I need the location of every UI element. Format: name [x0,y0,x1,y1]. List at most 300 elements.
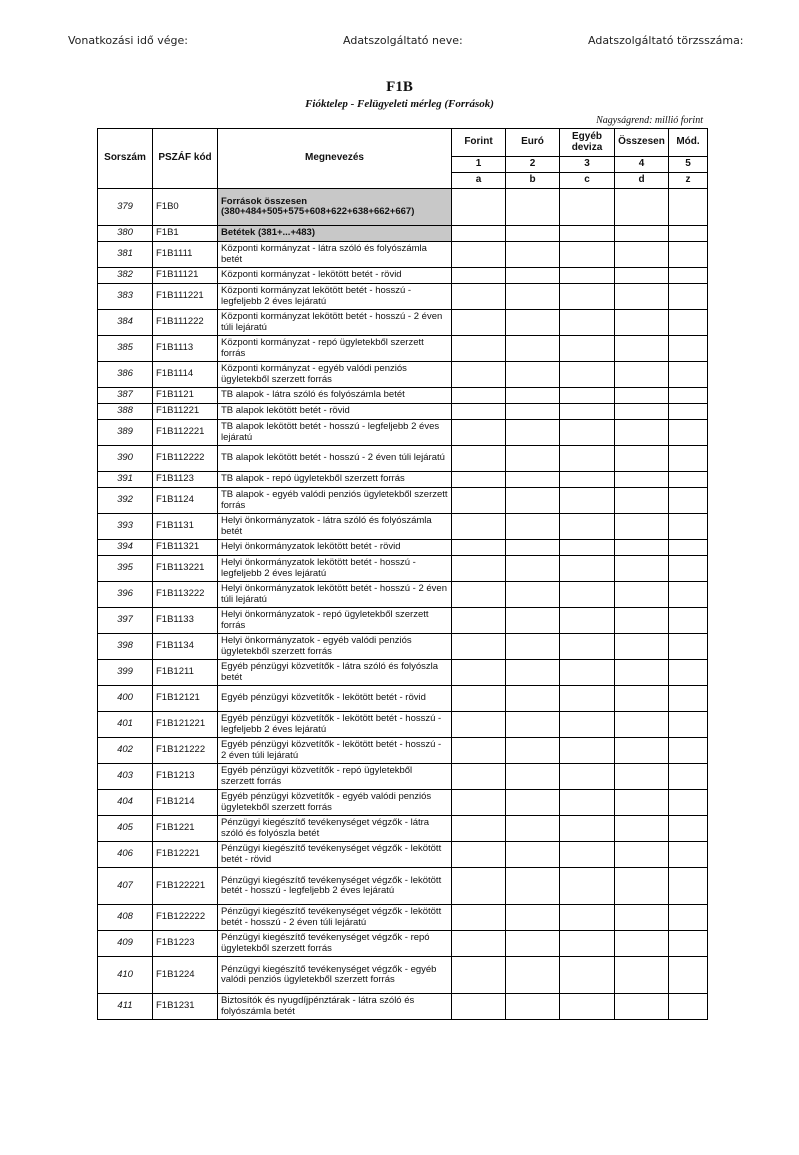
value-cell-euro[interactable] [506,420,560,446]
value-cell-mod[interactable] [669,868,708,905]
header-col-letter: a [452,173,506,189]
value-cell-osszesen[interactable] [615,957,669,994]
value-cell-forint[interactable] [452,931,506,957]
row-code: F1B113222 [153,582,218,608]
value-cell-forint[interactable] [452,738,506,764]
row-number: 382 [98,268,153,284]
value-cell-osszesen[interactable] [615,868,669,905]
value-cell-forint[interactable] [452,905,506,931]
value-cell-mod[interactable] [669,931,708,957]
value-cell-mod[interactable] [669,634,708,660]
value-cell-egyeb-deviza[interactable] [560,488,615,514]
value-cell-mod[interactable] [669,472,708,488]
row-number: 394 [98,540,153,556]
row-code: F1B121222 [153,738,218,764]
value-cell-mod[interactable] [669,556,708,582]
table-row [98,738,708,764]
value-cell-mod[interactable] [669,582,708,608]
value-cell-euro[interactable] [506,634,560,660]
value-cell-mod[interactable] [669,388,708,404]
value-cell-egyeb-deviza[interactable] [560,420,615,446]
value-cell-mod[interactable] [669,790,708,816]
value-cell-forint[interactable] [452,868,506,905]
value-cell-forint[interactable] [452,764,506,790]
value-cell-egyeb-deviza[interactable] [560,189,615,226]
value-cell-mod[interactable] [669,189,708,226]
value-cell-osszesen[interactable] [615,388,669,404]
value-cell-osszesen[interactable] [615,514,669,540]
row-code: F1B111221 [153,284,218,310]
row-code: F1B1211 [153,660,218,686]
form-title: F1B [386,79,413,95]
row-number: 385 [98,336,153,362]
row-number: 395 [98,556,153,582]
header-col-letter: b [506,173,560,189]
row-code: F1B1123 [153,472,218,488]
table-row [98,905,708,931]
unit-note: Nagyságrend: millió forint [596,115,703,126]
row-code: F1B11221 [153,404,218,420]
value-cell-euro[interactable] [506,189,560,226]
row-description: TB alapok - látra szóló és folyószámla betét [218,388,452,404]
value-cell-euro[interactable] [506,446,560,472]
row-number: 401 [98,712,153,738]
header-pszaf-kod: PSZÁF kód [153,129,218,189]
row-code: F1B1131 [153,514,218,540]
value-cell-euro[interactable] [506,472,560,488]
row-description: Helyi önkormányzatok lekötött betét - hosszú - 2 éven túli lejáratú [218,582,452,608]
value-cell-egyeb-deviza[interactable] [560,905,615,931]
row-code: F1B1213 [153,764,218,790]
value-cell-euro[interactable] [506,931,560,957]
value-cell-mod[interactable] [669,242,708,268]
table-row [98,226,708,242]
value-cell-egyeb-deviza[interactable] [560,582,615,608]
table-row [98,994,708,1020]
value-cell-euro[interactable] [506,905,560,931]
row-code: F1B1114 [153,362,218,388]
row-number: 398 [98,634,153,660]
value-cell-euro[interactable] [506,404,560,420]
value-cell-forint[interactable] [452,310,506,336]
value-cell-egyeb-deviza[interactable] [560,268,615,284]
row-code: F1B1113 [153,336,218,362]
row-code: F1B12121 [153,686,218,712]
value-cell-forint[interactable] [452,284,506,310]
table-row [98,268,708,284]
table-row [98,582,708,608]
value-cell-osszesen[interactable] [615,634,669,660]
row-code: F1B111222 [153,310,218,336]
value-cell-osszesen[interactable] [615,686,669,712]
header-col-letter: c [560,173,615,189]
value-cell-osszesen[interactable] [615,842,669,868]
row-description: Központi kormányzat - repó ügyletekből szerzett forrás [218,336,452,362]
row-number: 384 [98,310,153,336]
header-col-letter: d [615,173,669,189]
row-description: Helyi önkormányzatok - egyéb valódi penziós ügyletekből szerzett forrás [218,634,452,660]
reference-period-label: Vonatkozási idő vége: [68,34,188,47]
value-cell-forint[interactable] [452,388,506,404]
row-number: 405 [98,816,153,842]
value-cell-mod[interactable] [669,362,708,388]
value-cell-euro[interactable] [506,608,560,634]
value-cell-mod[interactable] [669,764,708,790]
row-description: Egyéb pénzügyi közvetítők - látra szóló és folyószla betét [218,660,452,686]
value-cell-forint[interactable] [452,957,506,994]
value-cell-egyeb-deviza[interactable] [560,686,615,712]
value-cell-forint[interactable] [452,268,506,284]
row-description: Pénzügyi kiegészítő tevékenységet végzők - egyéb valódi penziós ügyletekből szerzett forrás [218,957,452,994]
value-cell-mod[interactable] [669,446,708,472]
value-cell-osszesen[interactable] [615,764,669,790]
value-cell-egyeb-deviza[interactable] [560,712,615,738]
value-cell-osszesen[interactable] [615,582,669,608]
value-cell-osszesen[interactable] [615,905,669,931]
row-description: TB alapok lekötött betét - rövid [218,404,452,420]
value-cell-euro[interactable] [506,284,560,310]
value-cell-egyeb-deviza[interactable] [560,540,615,556]
row-number: 407 [98,868,153,905]
row-number: 393 [98,514,153,540]
row-number: 400 [98,686,153,712]
value-cell-euro[interactable] [506,957,560,994]
value-cell-forint[interactable] [452,189,506,226]
table-row [98,868,708,905]
value-cell-forint[interactable] [452,582,506,608]
value-cell-forint[interactable] [452,540,506,556]
value-cell-egyeb-deviza[interactable] [560,404,615,420]
value-cell-euro[interactable] [506,388,560,404]
row-code: F1B112221 [153,420,218,446]
row-description: TB alapok lekötött betét - hosszú - 2 éven túli lejáratú [218,446,452,472]
value-cell-egyeb-deviza[interactable] [560,514,615,540]
value-cell-mod[interactable] [669,816,708,842]
value-cell-euro[interactable] [506,686,560,712]
table-row [98,764,708,790]
value-cell-forint[interactable] [452,242,506,268]
value-cell-osszesen[interactable] [615,738,669,764]
row-code: F1B1224 [153,957,218,994]
header-col-label: Forint [452,129,506,157]
row-code: F1B1121 [153,388,218,404]
value-cell-egyeb-deviza[interactable] [560,957,615,994]
value-cell-mod[interactable] [669,905,708,931]
value-cell-euro[interactable] [506,994,560,1020]
row-number: 387 [98,388,153,404]
value-cell-euro[interactable] [506,362,560,388]
header-col-num: 4 [615,157,669,173]
row-description: TB alapok - egyéb valódi penziós ügyletekből szerzett forrás [218,488,452,514]
value-cell-osszesen[interactable] [615,189,669,226]
row-description: Egyéb pénzügyi közvetítők - lekötött betét - hosszú - legfeljebb 2 éves lejáratú [218,712,452,738]
value-cell-euro[interactable] [506,816,560,842]
row-description: Pénzügyi kiegészítő tevékenységet végzők - látra szóló és folyószla betét [218,816,452,842]
value-cell-osszesen[interactable] [615,268,669,284]
value-cell-mod[interactable] [669,842,708,868]
value-cell-euro[interactable] [506,660,560,686]
table-body [98,189,708,1020]
value-cell-egyeb-deviza[interactable] [560,816,615,842]
value-cell-egyeb-deviza[interactable] [560,242,615,268]
row-number: 381 [98,242,153,268]
value-cell-forint[interactable] [452,634,506,660]
row-description: Helyi önkormányzatok lekötött betét - hosszú - legfeljebb 2 éves lejáratú [218,556,452,582]
value-cell-forint[interactable] [452,556,506,582]
row-number: 389 [98,420,153,446]
value-cell-mod[interactable] [669,994,708,1020]
row-description: Központi kormányzat lekötött betét - hosszú - 2 éven túli lejáratú [218,310,452,336]
value-cell-egyeb-deviza[interactable] [560,868,615,905]
value-cell-mod[interactable] [669,488,708,514]
row-code: F1B1214 [153,790,218,816]
table-row [98,608,708,634]
row-description: Pénzügyi kiegészítő tevékenységet végzők - lekötött betét - hosszú - legfeljebb 2 éves lejáratú [218,868,452,905]
row-description: Pénzügyi kiegészítő tevékenységet végzők - lekötött betét - hosszú - 2 éven túli lejáratú [218,905,452,931]
table-row [98,404,708,420]
row-code: F1B11121 [153,268,218,284]
value-cell-forint[interactable] [452,472,506,488]
table-row [98,420,708,446]
row-description: Betétek (381+...+483) [218,226,452,242]
value-cell-egyeb-deviza[interactable] [560,660,615,686]
value-cell-mod[interactable] [669,608,708,634]
value-cell-mod[interactable] [669,686,708,712]
form-subtitle: Fióktelep - Felügyeleti mérleg (Források) [305,98,494,110]
row-number: 392 [98,488,153,514]
value-cell-mod[interactable] [669,957,708,994]
value-cell-egyeb-deviza[interactable] [560,556,615,582]
value-cell-forint[interactable] [452,226,506,242]
value-cell-forint[interactable] [452,362,506,388]
header-col-label: Mód. [669,129,708,157]
row-number: 397 [98,608,153,634]
row-number: 408 [98,905,153,931]
row-description: Források összesen (380+484+505+575+608+622+638+662+667) [218,189,452,226]
table-row [98,472,708,488]
row-number: 391 [98,472,153,488]
table-row [98,660,708,686]
table-row [98,931,708,957]
value-cell-osszesen[interactable] [615,816,669,842]
row-description: Egyéb pénzügyi közvetítők - lekötött betét - rövid [218,686,452,712]
value-cell-mod[interactable] [669,540,708,556]
row-number: 396 [98,582,153,608]
value-cell-forint[interactable] [452,336,506,362]
table-row [98,816,708,842]
header-col-num: 2 [506,157,560,173]
value-cell-egyeb-deviza[interactable] [560,446,615,472]
value-cell-euro[interactable] [506,540,560,556]
value-cell-osszesen[interactable] [615,790,669,816]
value-cell-euro[interactable] [506,242,560,268]
value-cell-euro[interactable] [506,842,560,868]
value-cell-euro[interactable] [506,488,560,514]
row-code: F1B12221 [153,842,218,868]
value-cell-osszesen[interactable] [615,488,669,514]
header-col-label: Összesen [615,129,669,157]
value-cell-osszesen[interactable] [615,540,669,556]
value-cell-osszesen[interactable] [615,446,669,472]
value-cell-mod[interactable] [669,660,708,686]
row-code: F1B11321 [153,540,218,556]
value-cell-forint[interactable] [452,712,506,738]
row-code: F1B1231 [153,994,218,1020]
value-cell-osszesen[interactable] [615,472,669,488]
value-cell-egyeb-deviza[interactable] [560,284,615,310]
value-cell-euro[interactable] [506,582,560,608]
value-cell-egyeb-deviza[interactable] [560,608,615,634]
row-number: 399 [98,660,153,686]
row-description: Központi kormányzat - egyéb valódi penziós ügyletekből szerzett forrás [218,362,452,388]
value-cell-osszesen[interactable] [615,931,669,957]
value-cell-euro[interactable] [506,336,560,362]
value-cell-forint[interactable] [452,686,506,712]
value-cell-euro[interactable] [506,790,560,816]
row-description: Helyi önkormányzatok lekötött betét - rövid [218,540,452,556]
value-cell-mod[interactable] [669,514,708,540]
value-cell-mod[interactable] [669,712,708,738]
value-cell-osszesen[interactable] [615,420,669,446]
value-cell-forint[interactable] [452,420,506,446]
row-number: 383 [98,284,153,310]
value-cell-egyeb-deviza[interactable] [560,790,615,816]
value-cell-forint[interactable] [452,660,506,686]
value-cell-mod[interactable] [669,226,708,242]
value-cell-osszesen[interactable] [615,336,669,362]
table-row [98,362,708,388]
value-cell-mod[interactable] [669,404,708,420]
table-row [98,712,708,738]
value-cell-forint[interactable] [452,608,506,634]
row-number: 388 [98,404,153,420]
table-row [98,556,708,582]
row-description: Egyéb pénzügyi közvetítők - repó ügyletekből szerzett forrás [218,764,452,790]
row-number: 403 [98,764,153,790]
row-description: Egyéb pénzügyi közvetítők - egyéb valódi penziós ügyletekből szerzett forrás [218,790,452,816]
value-cell-egyeb-deviza[interactable] [560,764,615,790]
row-number: 404 [98,790,153,816]
row-number: 410 [98,957,153,994]
row-number: 411 [98,994,153,1020]
row-code: F1B0 [153,189,218,226]
value-cell-forint[interactable] [452,488,506,514]
table-row [98,388,708,404]
table-row [98,189,708,226]
value-cell-osszesen[interactable] [615,556,669,582]
value-cell-egyeb-deviza[interactable] [560,931,615,957]
value-cell-osszesen[interactable] [615,310,669,336]
value-cell-euro[interactable] [506,738,560,764]
header-col-label: Euró [506,129,560,157]
value-cell-euro[interactable] [506,764,560,790]
value-cell-euro[interactable] [506,226,560,242]
table-row [98,957,708,994]
row-code: F1B1124 [153,488,218,514]
value-cell-egyeb-deviza[interactable] [560,472,615,488]
value-cell-mod[interactable] [669,284,708,310]
value-cell-osszesen[interactable] [615,994,669,1020]
value-cell-mod[interactable] [669,268,708,284]
value-cell-euro[interactable] [506,268,560,284]
header-col-num: 5 [669,157,708,173]
value-cell-mod[interactable] [669,336,708,362]
row-number: 390 [98,446,153,472]
header-col-num: 1 [452,157,506,173]
header-col-label: Egyéb deviza [560,129,615,157]
value-cell-forint[interactable] [452,514,506,540]
value-cell-mod[interactable] [669,738,708,764]
table-row [98,514,708,540]
row-description: Helyi önkormányzatok - repó ügyletekből szerzett forrás [218,608,452,634]
value-cell-mod[interactable] [669,420,708,446]
value-cell-egyeb-deviza[interactable] [560,388,615,404]
row-code: F1B1223 [153,931,218,957]
provider-id-label: Adatszolgáltató törzsszáma: [588,34,744,47]
balance-sheet-table [97,128,708,1020]
value-cell-egyeb-deviza[interactable] [560,336,615,362]
value-cell-osszesen[interactable] [615,284,669,310]
header-col-letter: z [669,173,708,189]
value-cell-egyeb-deviza[interactable] [560,842,615,868]
table-row [98,634,708,660]
row-description: Helyi önkormányzatok - látra szóló és folyószámla betét [218,514,452,540]
row-code: F1B112222 [153,446,218,472]
table-row [98,310,708,336]
value-cell-forint[interactable] [452,994,506,1020]
value-cell-egyeb-deviza[interactable] [560,362,615,388]
value-cell-euro[interactable] [506,712,560,738]
value-cell-osszesen[interactable] [615,226,669,242]
value-cell-euro[interactable] [506,514,560,540]
value-cell-egyeb-deviza[interactable] [560,738,615,764]
value-cell-egyeb-deviza[interactable] [560,226,615,242]
row-code: F1B1134 [153,634,218,660]
table-row [98,686,708,712]
row-description: Biztosítók és nyugdíjpénztárak - látra szóló és folyószámla betét [218,994,452,1020]
value-cell-osszesen[interactable] [615,242,669,268]
value-cell-osszesen[interactable] [615,404,669,420]
value-cell-egyeb-deviza[interactable] [560,310,615,336]
value-cell-osszesen[interactable] [615,362,669,388]
value-cell-egyeb-deviza[interactable] [560,634,615,660]
value-cell-osszesen[interactable] [615,660,669,686]
value-cell-euro[interactable] [506,310,560,336]
row-description: TB alapok lekötött betét - hosszú - legfeljebb 2 éves lejáratú [218,420,452,446]
row-code: F1B1221 [153,816,218,842]
table-row [98,842,708,868]
row-code: F1B121221 [153,712,218,738]
value-cell-forint[interactable] [452,404,506,420]
value-cell-mod[interactable] [669,310,708,336]
value-cell-forint[interactable] [452,790,506,816]
value-cell-osszesen[interactable] [615,608,669,634]
table-row [98,284,708,310]
header-sorszam: Sorszám [98,129,153,189]
row-code: F1B122222 [153,905,218,931]
value-cell-forint[interactable] [452,446,506,472]
value-cell-euro[interactable] [506,556,560,582]
row-number: 379 [98,189,153,226]
value-cell-euro[interactable] [506,868,560,905]
value-cell-osszesen[interactable] [615,712,669,738]
row-number: 386 [98,362,153,388]
value-cell-egyeb-deviza[interactable] [560,994,615,1020]
row-description: TB alapok - repó ügyletekből szerzett forrás [218,472,452,488]
table-row [98,446,708,472]
value-cell-forint[interactable] [452,842,506,868]
value-cell-forint[interactable] [452,816,506,842]
